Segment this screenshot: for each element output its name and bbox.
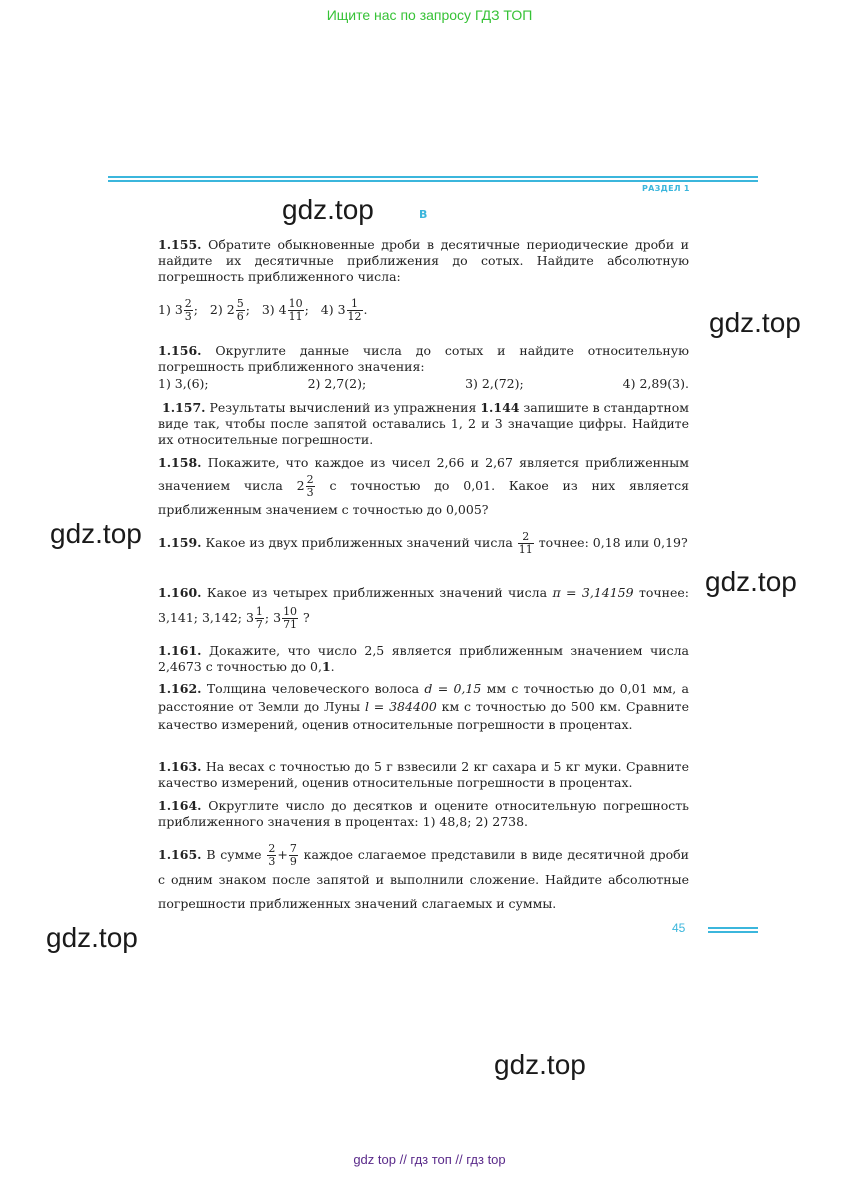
problem-number: 1.161. xyxy=(158,643,202,658)
item-label: 1) xyxy=(158,302,171,317)
problem-number: 1.163. xyxy=(158,759,202,774)
problem-1-159 xyxy=(158,531,689,556)
problem-text: с точностью до 0,01. Какое из них является приближенным значением с точностью до 0,005? xyxy=(158,478,689,517)
watermark: gdz.top xyxy=(282,194,374,225)
item-label: 4) xyxy=(320,302,334,317)
problem-text: точнее: 3,141; 3,142; xyxy=(158,585,690,625)
problem-1-155-items: 1) 3 $\frac{2}{3}$ ; 2) 2 $\frac{5}{6}$ ; 3) 4 $\frac{10}{11}$ ; 4) 3 $\frac{1}{12}$ . xyxy=(158,297,368,323)
problem-1-158 xyxy=(158,452,689,521)
section-letter: В xyxy=(419,208,428,221)
problem-number: 1.160. xyxy=(158,585,202,600)
problem-1-156 xyxy=(158,343,689,375)
problem-text: Обратите обыкновенные дроби в десятичные периодические дроби и найдите их десятичные приближения до сотых. Найдите абсолютную погрешность приближенного числа: xyxy=(158,237,689,284)
mixed-whole: 2 xyxy=(296,478,305,493)
top-search-link[interactable]: Ищите нас по запросу ГДЗ ТОП xyxy=(326,7,533,23)
watermark: gdz.top xyxy=(709,307,801,338)
problem-number: 1.165. xyxy=(158,847,202,862)
problem-1-157 xyxy=(158,400,689,448)
problem-1-163 xyxy=(158,759,689,791)
problem-number: 1.158. xyxy=(158,455,202,470)
problem-text: Какое из четырех приближенных значений числа xyxy=(206,585,548,600)
problem-text: Какое из двух приближенных значений числа xyxy=(205,535,513,550)
fraction: $\frac{2}{3}$ xyxy=(306,473,314,499)
footer-rule-top xyxy=(708,927,758,929)
exercise-reference: 1.144 xyxy=(480,400,520,415)
problem-text: Результаты вычислений из упражнения xyxy=(209,400,477,415)
watermark: gdz.top xyxy=(705,566,797,597)
option: 2) 2,7(2); xyxy=(307,376,367,391)
watermark: gdz.top xyxy=(494,1049,586,1080)
mixed-whole: 3 xyxy=(337,302,346,317)
fraction: $\frac{2}{11}$ xyxy=(518,530,533,556)
problem-text: Округлите данные числа до сотых и найдите относительную погрешность приближенного значения: xyxy=(158,343,689,374)
problem-text: каждое слагаемое представили в виде десятичной дроби с одним знаком после запятой и выполнили сложение. Найдите абсолютные погрешности приближенных значений слагаемых и суммы. xyxy=(158,847,689,911)
problem-text: точнее: 0,18 или 0,19? xyxy=(538,535,688,550)
problem-text: Покажите, что каждое из чисел 2,66 и 2,67 является приближенным значением числа xyxy=(158,455,689,493)
problem-text: На весах с точностью до 5 г взвесили 2 кг сахара и 5 кг муки. Сравните качество измерений, оценив относительные погрешности в процентах. xyxy=(158,759,689,790)
problem-number: 1.159. xyxy=(158,535,202,550)
option: 3) 2,(72); xyxy=(465,376,524,391)
fraction: $\frac{1}{7}$ xyxy=(255,605,263,631)
problem-1-162 xyxy=(158,680,689,734)
problem-1-164 xyxy=(158,798,689,830)
footer-rule-bottom xyxy=(708,931,758,933)
mixed-whole: 3 xyxy=(174,302,183,317)
problem-1-161: 1.161. Докажите, что число 2,5 является приближенным значением числа 2,4673 с точностью до 0,1. xyxy=(158,643,689,674)
problem-1-156-options xyxy=(158,376,689,392)
bottom-links[interactable]: gdz top // гдз топ // гдз top xyxy=(353,1152,506,1167)
problem-1-165: 1.165. В сумме $\frac{2}{3}$ + $\frac{7}{9}$ каждое слагаемое представили в виде десятичной дроби с одним знаком после запятой и выполнили сложение. Найдите абсолютные погрешности приближенных значений слагаемых и суммы. xyxy=(158,842,689,911)
problem-1-160: 1.160. Какое из четырех приближенных значений числа π = 3,14159 точнее: 3,141; 3,142; 3 $\frac{1}{7}$ ; 3 $\frac{10}{71}$ ? xyxy=(158,585,690,631)
option: 4) 2,89(3). xyxy=(622,376,689,391)
problem-text: Округлите число до десятков и оцените относительную погрешность приближенного значения в процентах: 1) 48,8; 2) 2738. xyxy=(158,798,689,829)
problem-text: Толщина человеческого волоса xyxy=(206,681,420,696)
fraction: $\frac{5}{6}$ xyxy=(236,297,244,323)
problem-text: В сумме xyxy=(206,847,262,862)
mixed-whole: 3 xyxy=(273,610,282,625)
problem-text: Докажите, что число 2,5 является приближенным значением числа 2,4673 с точностью до 0, xyxy=(158,643,689,674)
problems-area xyxy=(158,0,689,1177)
mixed-whole: 4 xyxy=(278,302,287,317)
watermark: gdz.top xyxy=(50,518,142,549)
problem-number: 1.164. xyxy=(158,798,202,813)
watermark: gdz.top xyxy=(46,922,138,953)
fraction: $\frac{2}{3}$ xyxy=(268,842,276,868)
problem-number: 1.157. xyxy=(162,400,206,415)
option: 1) 3,(6); xyxy=(158,376,209,391)
problem-1-155 xyxy=(158,237,689,285)
variable-l: l = 384400 xyxy=(364,699,437,714)
fraction: $\frac{1}{12}$ xyxy=(347,297,362,323)
section-label: РАЗДЕЛ 1 xyxy=(642,184,690,193)
fraction: $\frac{2}{3}$ xyxy=(184,297,192,323)
problem-text: мм с точностью до 0,01 мм, а расстояние от Земли до Луны xyxy=(158,681,689,714)
variable-d: d = 0,15 xyxy=(424,681,482,696)
problem-number: 1.155. xyxy=(158,237,202,252)
page-number: 45 xyxy=(672,921,686,935)
fraction: $\frac{7}{9}$ xyxy=(289,842,297,868)
mixed-whole: 3 xyxy=(245,610,254,625)
fraction: $\frac{10}{71}$ xyxy=(283,605,298,631)
item-label: 2) xyxy=(209,302,223,317)
pi-value: π = 3,14159 xyxy=(552,585,634,600)
problem-number: 1.156. xyxy=(158,343,202,358)
problem-text: км с точностью до 500 км. Сравните качество измерений, оценив относительные погрешности в процентах. xyxy=(158,699,689,732)
item-label: 3) xyxy=(261,302,275,317)
mixed-whole: 2 xyxy=(226,302,235,317)
problem-text: запишите в стандартном виде так, чтобы после запятой оставались 1, 2 и 3 значащие цифры. Найдите их относительные погрешности. xyxy=(158,400,689,447)
fraction: $\frac{10}{11}$ xyxy=(288,297,303,323)
problem-number: 1.162. xyxy=(158,681,202,696)
